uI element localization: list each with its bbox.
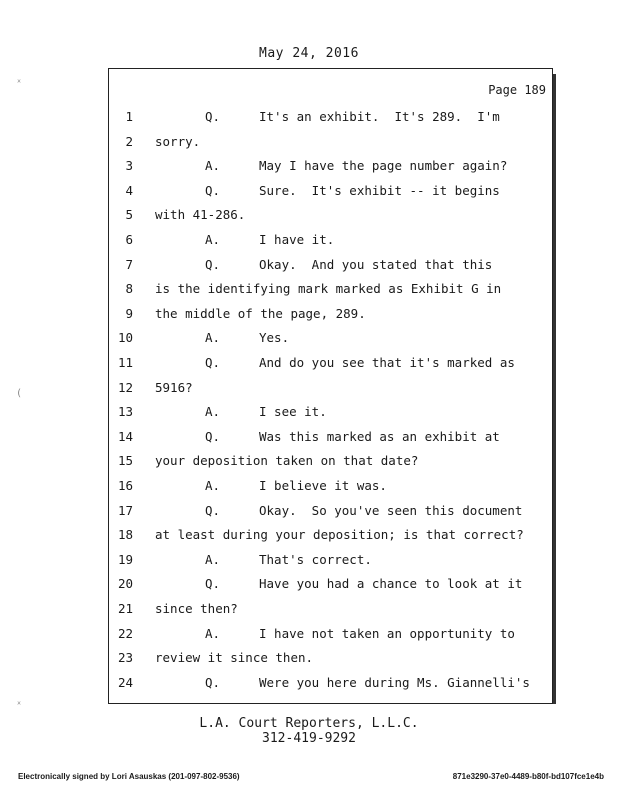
line-text: I have it. [259, 232, 335, 247]
transcript-line [109, 404, 549, 424]
line-number: 24 [117, 674, 133, 690]
transcript-line [109, 478, 549, 498]
speaker-label: A. [205, 232, 221, 247]
line-number: 22 [117, 625, 133, 641]
speaker-label: Q. [205, 502, 221, 518]
line-text: at least during your deposition; is that correct? [155, 527, 524, 543]
speaker-label: A. [205, 404, 221, 420]
line-number: 1 [125, 109, 133, 124]
transcript-line [109, 527, 549, 547]
line-text: Okay. And you stated that this [259, 256, 493, 272]
margin-mark: ˣ [16, 78, 23, 89]
line-number: 8 [125, 281, 133, 297]
speaker-label: Q. [205, 576, 221, 592]
document-id: 871e3290-37e0-4489-b80f-bd107fce1e4b [452, 772, 604, 781]
line-text: Was this marked as an exhibit at [259, 428, 500, 444]
transcript-line [109, 330, 549, 350]
line-number: 3 [125, 158, 133, 174]
transcript-line [109, 552, 549, 572]
line-number: 17 [117, 502, 133, 518]
line-number: 2 [125, 133, 133, 149]
line-number: 16 [117, 478, 133, 493]
line-text: Were you here during Ms. Giannelli's [259, 674, 530, 690]
line-text: Okay. So you've seen this document [259, 502, 523, 518]
transcript-line [109, 232, 549, 252]
transcript-line [109, 281, 549, 301]
speaker-label: A. [205, 625, 221, 641]
line-text: sorry. [155, 133, 201, 149]
transcript-line [109, 306, 549, 326]
line-number: 18 [117, 527, 133, 543]
transcript-line [109, 355, 549, 375]
transcript-line [109, 503, 549, 523]
line-text: Have you had a chance to look at it [259, 576, 523, 592]
line-text: with 41-286. [155, 207, 246, 223]
transcript-line [109, 158, 549, 178]
electronic-signature: Electronically signed by Lori Asauskas (201-097-802-9536) [18, 772, 240, 781]
frame-shadow [553, 74, 556, 704]
speaker-label: Q. [205, 109, 221, 124]
line-number: 4 [125, 182, 133, 198]
transcript-line [109, 380, 549, 400]
line-text: is the identifying mark marked as Exhibit G in [155, 281, 502, 297]
line-text: the middle of the page, 289. [155, 305, 366, 321]
line-text: May I have the page number again? [259, 158, 508, 174]
speaker-label: Q. [205, 674, 221, 690]
line-number: 13 [117, 404, 133, 420]
line-text: I see it. [259, 404, 327, 420]
line-number: 9 [125, 305, 133, 321]
line-number: 20 [117, 576, 133, 592]
transcript-line [109, 576, 549, 596]
transcript-line [109, 109, 549, 129]
margin-mark: ˣ [16, 700, 23, 711]
speaker-label: A. [205, 551, 221, 567]
speaker-label: Q. [205, 355, 221, 370]
transcript-line [109, 134, 549, 154]
line-text: It's an exhibit. It's 289. I'm [259, 109, 500, 124]
speaker-label: Q. [205, 182, 221, 198]
transcript-line [109, 626, 549, 646]
transcript-line [109, 675, 549, 695]
speaker-label: Q. [205, 428, 221, 444]
line-text: Yes. [259, 330, 290, 346]
speaker-label: A. [205, 158, 221, 174]
transcript-line [109, 429, 549, 449]
line-text: That's correct. [259, 551, 372, 567]
line-text: 5916? [155, 379, 193, 395]
speaker-label: Q. [205, 256, 221, 272]
line-number: 14 [117, 428, 133, 444]
page-label: Page 189 [488, 83, 546, 97]
line-number: 5 [125, 207, 133, 223]
transcript-line [109, 257, 549, 277]
line-number: 15 [117, 453, 133, 469]
transcript-page-frame [108, 68, 553, 704]
line-number: 21 [117, 601, 133, 616]
line-number: 19 [117, 551, 133, 567]
transcript-line [109, 650, 549, 670]
line-number: 10 [117, 330, 133, 346]
line-text: review it since then. [155, 650, 314, 666]
reporter-company: L.A. Court Reporters, L.L.C. [199, 716, 419, 731]
line-text: I have not taken an opportunity to [259, 625, 515, 641]
line-number: 11 [117, 355, 133, 370]
margin-mark: ( [16, 388, 23, 399]
line-text: since then? [155, 601, 238, 616]
line-number: 12 [117, 379, 133, 395]
line-text: I believe it was. [259, 478, 387, 493]
line-text: Sure. It's exhibit -- it begins [259, 182, 500, 198]
transcript-line [109, 207, 549, 227]
line-text: And do you see that it's marked as [259, 355, 515, 370]
transcript-date: May 24, 2016 [259, 46, 359, 61]
speaker-label: A. [205, 478, 221, 493]
transcript-line [109, 183, 549, 203]
line-text: your deposition taken on that date? [155, 453, 419, 469]
line-number: 23 [117, 650, 133, 666]
transcript-line [109, 453, 549, 473]
line-number: 6 [125, 232, 133, 247]
reporter-phone: 312-419-9292 [262, 731, 356, 746]
line-number: 7 [125, 256, 133, 272]
transcript-line [109, 601, 549, 621]
speaker-label: A. [205, 330, 221, 346]
